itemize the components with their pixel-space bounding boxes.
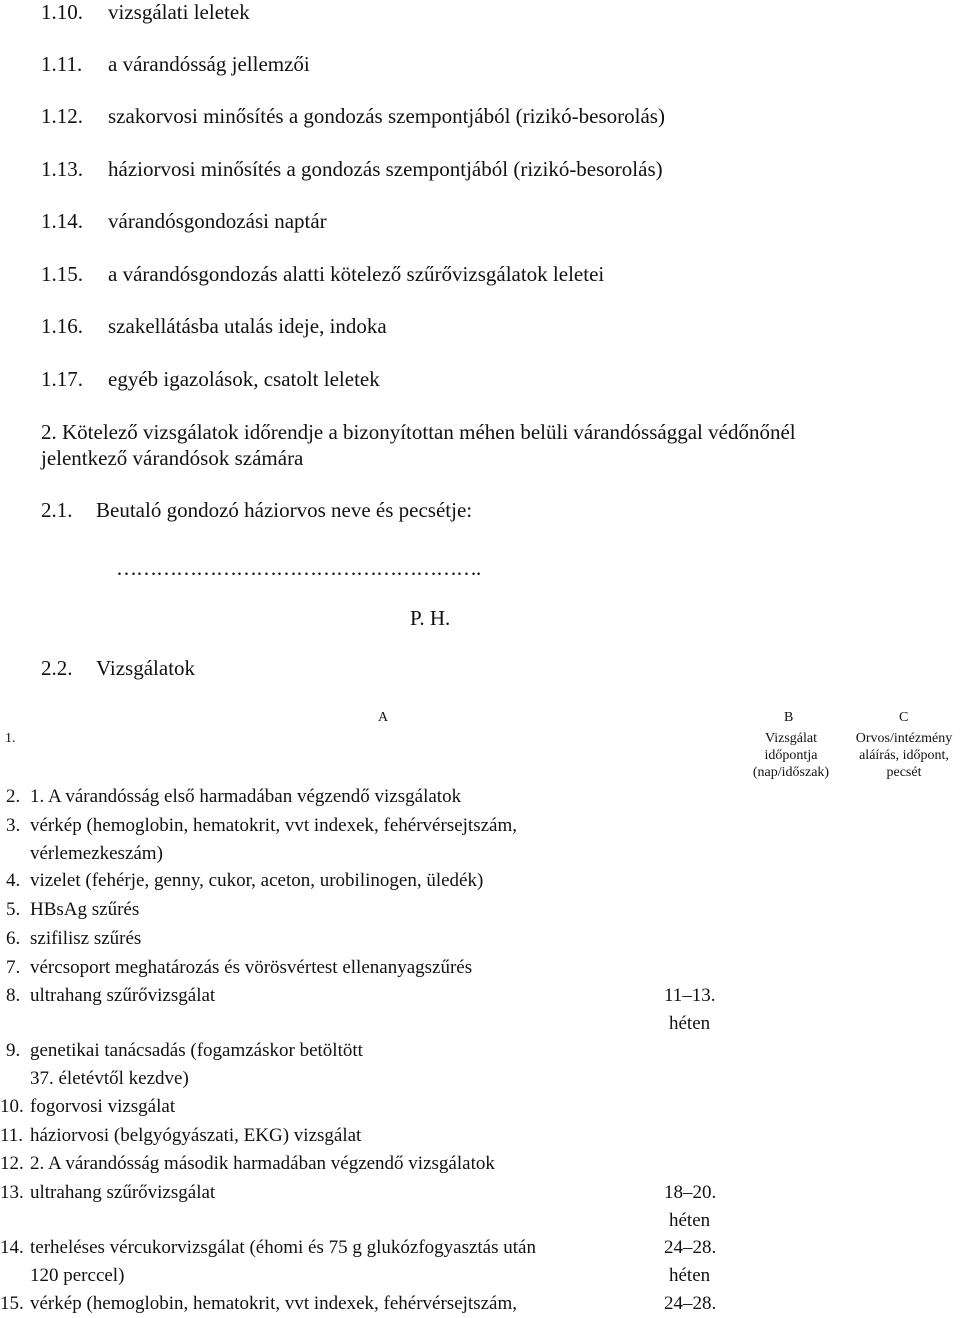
signature-line: ………………………………………………. xyxy=(116,556,481,580)
row-text: vércsoport meghatározás és vörösvértest ellenanyagszűrés xyxy=(30,957,473,978)
row-text: ultrahang szűrővizsgálat xyxy=(30,1182,216,1203)
row-number: 3. xyxy=(6,815,21,836)
column-header-b: B xyxy=(784,710,794,725)
row-text: genetikai tanácsadás (fogamzáskor betöltött xyxy=(30,1040,363,1061)
column-header-a: A xyxy=(378,710,389,725)
row-text: ultrahang szűrővizsgálat xyxy=(30,985,216,1006)
row-text: fogorvosi vizsgálat xyxy=(30,1096,176,1117)
subsection-number: 2.2. xyxy=(41,656,73,680)
row-time: 18–20. xyxy=(664,1182,717,1203)
column-b-title-line: Vizsgálat xyxy=(764,731,818,746)
row-number: 10. xyxy=(0,1096,24,1117)
list-item-number: 1.14. xyxy=(41,209,83,233)
subsection-title: Vizsgálatok xyxy=(96,656,196,680)
list-item-number: 1.10. xyxy=(41,0,83,24)
row-text: HBsAg szűrés xyxy=(30,899,140,920)
row-number: 4. xyxy=(6,870,21,891)
row-time: 11–13. xyxy=(664,985,716,1006)
list-item-number: 1.11. xyxy=(41,52,83,76)
row-text: szifilisz szűrés xyxy=(30,928,142,949)
list-item-text: a várandósgondozás alatti kötelező szűrővizsgálatok leletei xyxy=(108,262,605,286)
list-item-number: 1.17. xyxy=(41,367,83,391)
list-item-text: a várandósság jellemzői xyxy=(108,52,310,76)
section-heading: 2. Kötelező vizsgálatok időrendje a bizonyítottan méhen belüli várandóssággal védőnőnél xyxy=(41,420,796,444)
section-heading-continued: jelentkező várandósok számára xyxy=(41,446,304,470)
column-b-title-line: (nap/időszak) xyxy=(752,765,830,780)
list-item-number: 1.12. xyxy=(41,104,83,128)
row-number: 5. xyxy=(6,899,21,920)
column-header-c: C xyxy=(899,710,909,725)
row-number: 14. xyxy=(0,1237,24,1258)
row-number: 2. xyxy=(6,786,21,807)
row-number: 15. xyxy=(0,1293,24,1314)
row-number: 8. xyxy=(6,985,21,1006)
list-item-text: várandósgondozási naptár xyxy=(108,209,327,233)
row-time: 24–28. xyxy=(664,1237,717,1258)
list-item-text: háziorvosi minősítés a gondozás szempontjából (rizikó-besorolás) xyxy=(108,157,663,181)
column-c-title xyxy=(848,730,960,781)
row-text: terheléses vércukorvizsgálat (éhomi és 75 g glukózfogyasztás után xyxy=(30,1237,536,1258)
list-item-text: szakellátásba utalás ideje, indoka xyxy=(108,314,387,338)
row-text: 1. A várandósság első harmadában végzendő vizsgálatok xyxy=(30,786,462,807)
list-item-text: szakorvosi minősítés a gondozás szempontjából (rizikó-besorolás) xyxy=(108,104,665,128)
list-item-number: 1.15. xyxy=(41,262,83,286)
row-number: 13. xyxy=(0,1182,24,1203)
row-text: vérkép (hemoglobin, hematokrit, vvt indexek, fehérvérsejtszám, xyxy=(30,1293,517,1314)
column-b-title-line: időpontja xyxy=(764,748,818,763)
row-time: 24–28. xyxy=(664,1293,717,1314)
row-number: 6. xyxy=(6,928,21,949)
row-number: 9. xyxy=(6,1040,21,1061)
subsection-number: 2.1. xyxy=(41,498,73,522)
list-item-text: vizsgálati leletek xyxy=(108,0,250,24)
row-text: vérkép (hemoglobin, hematokrit, vvt indexek, fehérvérsejtszám, xyxy=(30,815,517,836)
column-c-title-line: pecsét xyxy=(886,765,922,780)
row-number: 11. xyxy=(0,1125,24,1146)
stamp-placeholder: P. H. xyxy=(410,606,451,630)
row-time-continued: héten xyxy=(669,1265,711,1286)
row-text-continued: vérlemezkeszám) xyxy=(30,843,163,864)
row-number: 7. xyxy=(6,957,21,978)
column-b-title xyxy=(741,730,841,781)
list-item-number: 1.16. xyxy=(41,314,83,338)
row-number: 12. xyxy=(0,1153,24,1174)
row-text: háziorvosi (belgyógyászati, EKG) vizsgálat xyxy=(30,1125,362,1146)
header-row-number: 1. xyxy=(5,731,16,746)
row-text: vizelet (fehérje, genny, cukor, aceton, urobilinogen, üledék) xyxy=(30,870,484,891)
column-c-title-line: aláírás, időpont, xyxy=(859,748,949,763)
list-item-number: 1.13. xyxy=(41,157,83,181)
row-text-continued: 37. életévtől kezdve) xyxy=(30,1068,189,1089)
row-time-continued: héten xyxy=(669,1210,711,1231)
row-text: 2. A várandósság második harmadában végzendő vizsgálatok xyxy=(30,1153,495,1174)
row-time-continued: héten xyxy=(669,1013,711,1034)
column-c-title-line: Orvos/intézmény xyxy=(855,731,953,746)
subsection-title: Beutaló gondozó háziorvos neve és pecsétje: xyxy=(96,498,473,522)
row-text-continued: 120 perccel) xyxy=(30,1265,125,1286)
list-item-text: egyéb igazolások, csatolt leletek xyxy=(108,367,380,391)
